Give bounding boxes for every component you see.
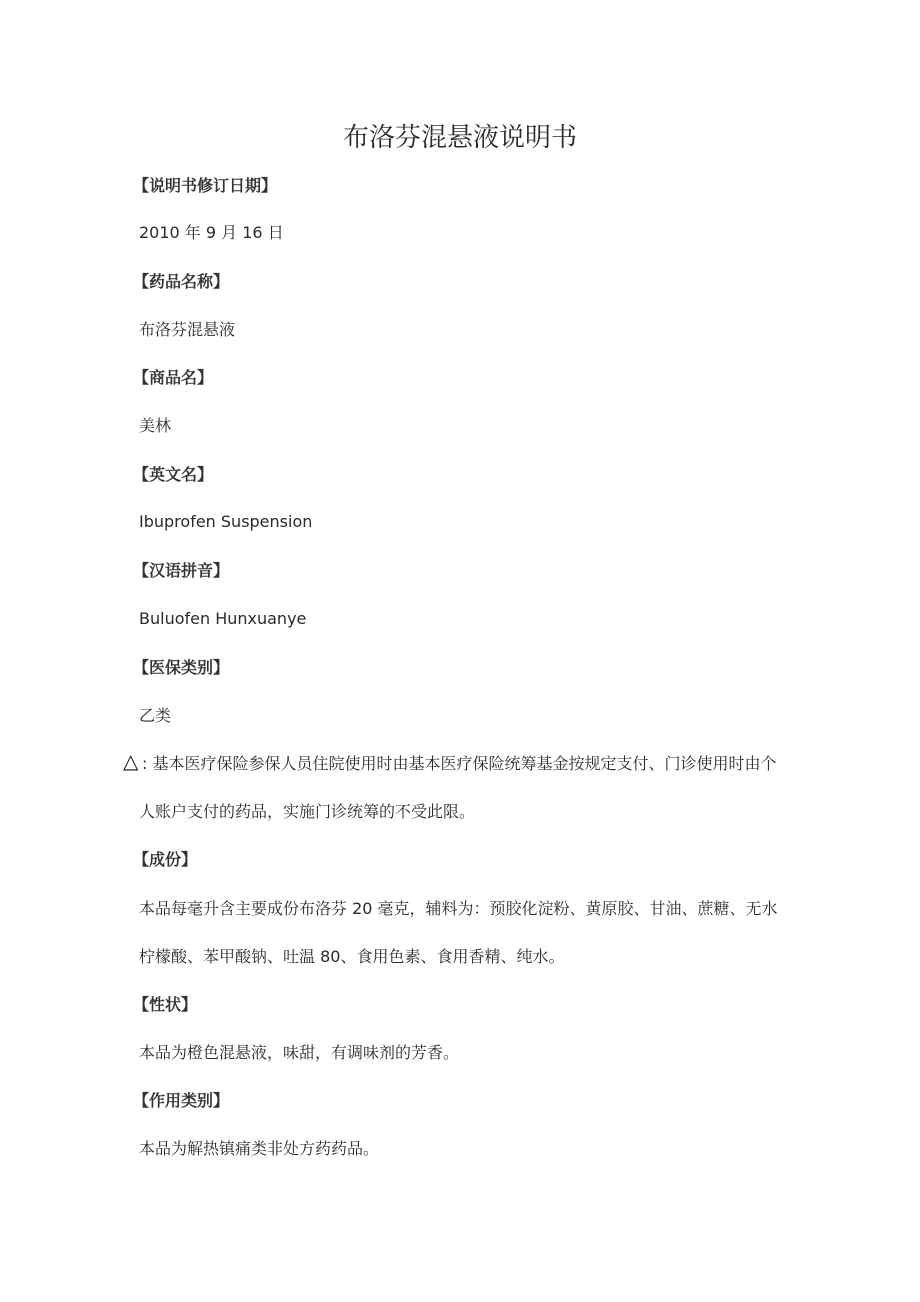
- english-name-value: Ibuprofen Suspension: [139, 512, 313, 531]
- section-heading-revision-date: 【说明书修订日期】: [133, 176, 278, 195]
- revision-date-value: 2010 年 9 月 16 日: [139, 223, 284, 242]
- section-heading-action-category: 【作用类别】: [133, 1091, 230, 1110]
- section-heading-drug-name: 【药品名称】: [133, 272, 230, 291]
- action-category-value: 本品为解热镇痛类非处方药药品。: [139, 1139, 380, 1158]
- section-heading-pinyin: 【汉语拼音】: [133, 561, 230, 580]
- insurance-note-line-2: 人账户支付的药品，实施门诊统筹的不受此限。: [139, 802, 476, 821]
- section-heading-ingredients: 【成份】: [133, 850, 198, 869]
- section-heading-appearance: 【性状】: [133, 995, 198, 1014]
- insurance-category-value: 乙类: [139, 706, 172, 725]
- pinyin-value: Buluofen Hunxuanye: [139, 609, 307, 628]
- section-heading-trade-name: 【商品名】: [133, 368, 214, 387]
- drug-name-value: 布洛芬混悬液: [139, 320, 236, 339]
- trade-name-value: 美林: [139, 416, 172, 435]
- triangle-note-icon: △: [123, 749, 139, 773]
- ingredients-line-2: 柠檬酸、苯甲酸钠、吐温 80、食用色素、食用香精、纯水。: [139, 947, 565, 966]
- insurance-note-line-1: : 基本医疗保险参保人员住院使用时由基本医疗保险统筹基金按规定支付、门诊使用时由个: [142, 754, 777, 773]
- document-title: 布洛芬混悬液说明书: [342, 123, 577, 153]
- section-heading-insurance-category: 【医保类别】: [133, 658, 230, 677]
- section-heading-english-name: 【英文名】: [133, 465, 214, 484]
- ingredients-line-1: 本品每毫升含主要成份布洛芬 20 毫克，辅料为：预胶化淀粉、黄原胶、甘油、蔗糖、无水: [139, 899, 778, 918]
- appearance-value: 本品为橙色混悬液，味甜，有调味剂的芳香。: [139, 1043, 460, 1062]
